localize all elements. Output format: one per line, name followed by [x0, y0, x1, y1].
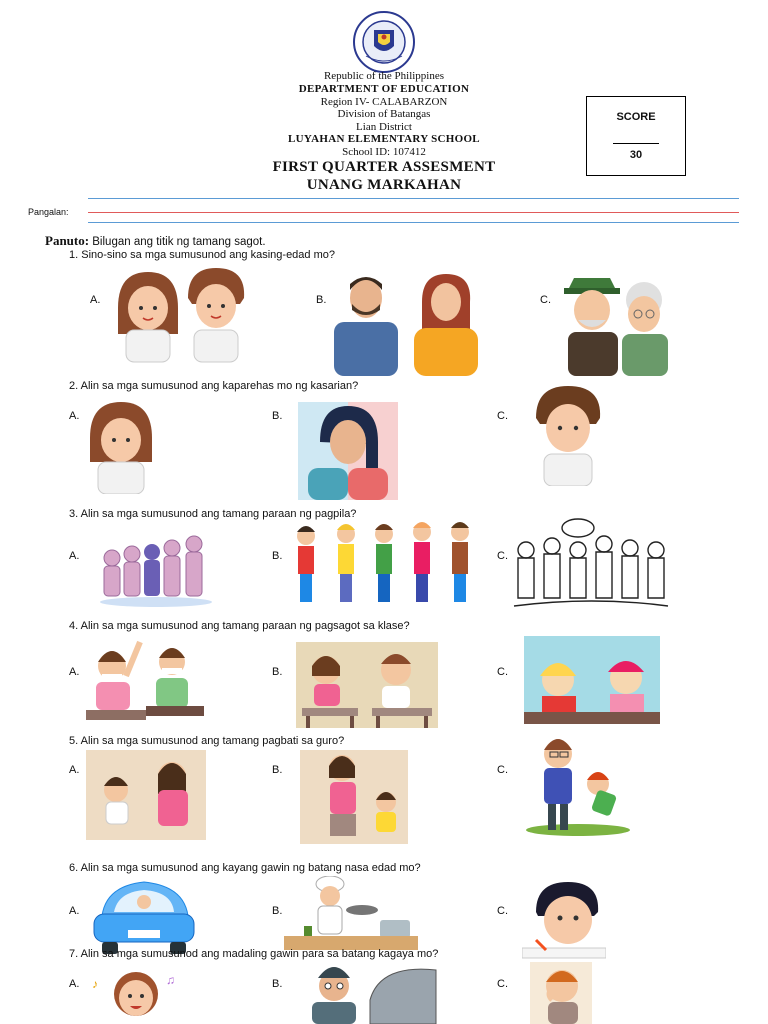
q3-option-a[interactable]: A. — [69, 550, 80, 562]
deped-seal — [348, 10, 420, 74]
q3-option-c[interactable]: C. — [497, 550, 508, 562]
q2-boy-image[interactable] — [532, 384, 604, 486]
name-guide-top — [88, 198, 739, 199]
q4-sleeping-kids-image[interactable] — [524, 636, 660, 724]
q5-option-a[interactable]: A. — [69, 764, 80, 776]
q4-option-a[interactable]: A. — [69, 666, 80, 678]
question-4: 4. Alin sa mga sumusunod ang tamang paraan ng pagsagot sa klase? — [69, 620, 410, 632]
q5-crying-child-image[interactable] — [86, 750, 206, 840]
q3-sketch-line-image[interactable] — [512, 516, 670, 612]
q2-option-b[interactable]: B. — [272, 410, 283, 422]
division-line: Division of Batangas — [337, 108, 431, 120]
page-title: FIRST QUARTER ASSESMENT — [272, 159, 496, 175]
q3-option-b[interactable]: B. — [272, 550, 283, 562]
q6-chef-cooking-image[interactable] — [284, 876, 418, 950]
score-total: 30 — [629, 149, 643, 161]
q7-thinking-child-image[interactable] — [530, 962, 592, 1024]
q4-option-c[interactable]: C. — [497, 666, 508, 678]
department-line: DEPARTMENT OF EDUCATION — [298, 83, 470, 95]
question-2: 2. Alin sa mga sumusunod ang kaparehas mo ng kasarian? — [69, 380, 359, 392]
school-name: LUYAHAN ELEMENTARY SCHOOL — [288, 133, 480, 145]
q6-driving-car-image[interactable] — [92, 876, 196, 956]
q1-option-a[interactable]: A. — [90, 294, 101, 306]
q1-kids-image[interactable] — [112, 268, 246, 364]
q5-bowing-to-teacher-image[interactable] — [522, 734, 636, 838]
q1-grandparents-image[interactable] — [560, 274, 672, 376]
score-blank[interactable] — [613, 143, 659, 144]
name-guide-bottom — [88, 222, 739, 223]
q4-raising-hand-image[interactable] — [86, 636, 204, 732]
q1-option-c[interactable]: C. — [540, 294, 551, 306]
q7-option-c[interactable]: C. — [497, 978, 508, 990]
question-7: 7. Alin sa mga sumusunod ang madaling gawin para sa batang kagaya mo? — [69, 948, 439, 960]
q5-mother-child-image[interactable] — [300, 750, 408, 844]
page-subtitle: UNANG MARKAHAN — [306, 177, 462, 193]
svg-text:♫: ♫ — [166, 973, 175, 987]
q7-mechanic-car-image[interactable] — [290, 960, 446, 1024]
instructions — [45, 233, 266, 249]
q2-half-man-woman-image[interactable] — [298, 402, 398, 500]
q4-option-b[interactable]: B. — [272, 666, 283, 678]
q6-option-a[interactable]: A. — [69, 905, 80, 917]
svg-text:♪: ♪ — [92, 977, 98, 991]
school-id: School ID: 107412 — [342, 146, 426, 158]
q1-option-b[interactable]: B. — [316, 294, 327, 306]
q5-option-b[interactable]: B. — [272, 764, 283, 776]
q4-classroom-image[interactable] — [296, 642, 438, 728]
q1-adults-image[interactable] — [330, 272, 482, 376]
q6-writing-boy-image[interactable] — [522, 880, 606, 962]
q6-option-b[interactable]: B. — [272, 905, 283, 917]
republic-line: Republic of the Philippines — [323, 70, 445, 82]
q3-messy-line-image[interactable] — [98, 528, 212, 608]
district-line: Lian District — [356, 121, 412, 133]
question-6: 6. Alin sa mga sumusunod ang kayang gawin ng batang nasa edad mo? — [69, 862, 421, 874]
q2-girl-image[interactable] — [88, 400, 154, 494]
score-label: SCORE — [616, 111, 656, 123]
question-3: 3. Alin sa mga sumusunod ang tamang paraan ng pagpila? — [69, 508, 357, 520]
q2-option-c[interactable]: C. — [497, 410, 508, 422]
name-guide-mid[interactable] — [88, 212, 739, 213]
q7-option-a[interactable]: A. — [69, 978, 80, 990]
q6-option-c[interactable]: C. — [497, 905, 508, 917]
q7-option-b[interactable]: B. — [272, 978, 283, 990]
question-1: 1. Sino-sino sa mga sumusunod ang kasing-edad mo? — [69, 249, 335, 261]
score-box — [586, 96, 686, 176]
region-line: Region IV- CALABARZON — [320, 96, 448, 108]
question-5: 5. Alin sa mga sumusunod ang tamang pagbati sa guro? — [69, 735, 345, 747]
name-label: Pangalan: — [28, 207, 69, 217]
instructions-label: Panuto: — [45, 233, 90, 248]
q3-orderly-line-image[interactable] — [292, 520, 476, 610]
instructions-text: Bilugan ang titik ng tamang sagot. — [92, 236, 266, 248]
q2-option-a[interactable]: A. — [69, 410, 80, 422]
q7-singing-child-image[interactable] — [90, 964, 176, 1024]
q5-option-c[interactable]: C. — [497, 764, 508, 776]
